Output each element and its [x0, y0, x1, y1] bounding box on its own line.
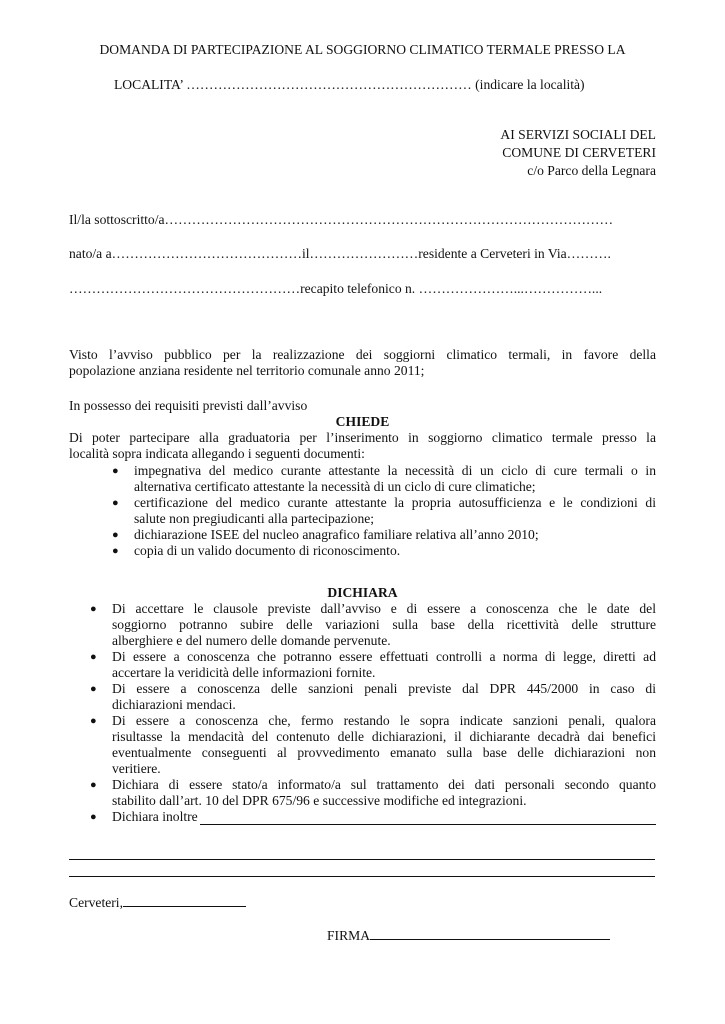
list-item: ● Di essere a conoscenza che potranno essere effettuati controlli a norma di legge, diretti ad accertare la veridicità delle informazioni fornite. [90, 649, 656, 680]
list-item: ● certificazione del medico curante attestante la propria autosufficienza e le condizioni di salute non pregiudicanti alla partecipazione; [112, 495, 656, 526]
signature-block [327, 927, 610, 944]
bullet-icon: ● [90, 715, 97, 727]
bullet-icon: ● [112, 497, 119, 509]
list-item [90, 809, 656, 825]
dichiara-inoltre-label: Dichiara inoltre [112, 809, 198, 824]
visto-line2: popolazione anziana residente nel territorio comunale anno 2011; [69, 363, 425, 378]
bullet-icon: ● [90, 651, 97, 663]
chiede-heading: CHIEDE [335, 414, 390, 429]
list-item: ● Di essere a conoscenza delle sanzioni penali previste dal DPR 445/2000 in caso di dichiarazioni mendaci. [90, 681, 656, 712]
list-item: ● dichiarazione ISEE del nucleo anagrafico familiare relativa all’anno 2010; [112, 527, 539, 542]
visto-line1: Visto l’avviso pubblico per la realizzazione dei soggiorni climatico termali, in favore della [69, 347, 656, 362]
documents-list [112, 463, 656, 559]
list-item: ● Di accettare le clausole previste dall’avviso e di essere a conoscenza che le date del soggiorno potranno subire delle variazioni sulla base della ricettività delle strutture alberghiere e del numero delle domande pervenute. [90, 601, 656, 648]
chiede-text-line2: località sopra indicata allegando i seguenti documenti: [69, 446, 365, 461]
place-date [69, 894, 246, 911]
place-label: Cerveteri, [69, 895, 123, 910]
list-item: ● copia di un valido documento di riconoscimento. [112, 543, 401, 558]
list-item: ● Di essere a conoscenza che, fermo restando le sopra indicate sanzioni penali, qualora risultasse la mendacità del contenuto delle dichiarazioni, il dichiarante decadrà dai benefici eventualmente conseguenti al provvedimento emanato sulla base delle dichiarazioni non veritiere. [90, 713, 656, 776]
applicant-phone-field[interactable]: ……………………………………………recapito telefonico n. …………………...……………... [69, 281, 603, 296]
document-title-line1: DOMANDA DI PARTECIPAZIONE AL SOGGIORNO CLIMATICO TERMALE PRESSO LA [99, 42, 626, 57]
signature-field[interactable] [370, 927, 610, 940]
recipient-line2: COMUNE DI CERVETERI [502, 145, 656, 160]
bullet-icon: ● [112, 545, 119, 557]
requisiti-text: In possesso dei requisiti previsti dall’avviso [69, 398, 308, 413]
applicant-name-field[interactable]: Il/la sottoscritto/a……………………………………………………………………………………… [69, 212, 614, 227]
list-item: ● impegnativa del medico curante attestante la necessità di un ciclo di cure termali o in alternativa certificato attestante la necessità di un ciclo di cure climatiche; [112, 463, 656, 494]
recipient-line3: c/o Parco della Legnara [527, 163, 656, 178]
applicant-birth-residence-field[interactable]: nato/a a……………………………………il……………………residente a Cerveteri in Via………. [69, 246, 611, 261]
dichiara-heading: DICHIARA [327, 585, 398, 600]
bullet-icon: ● [112, 465, 119, 477]
bullet-icon: ● [112, 529, 119, 541]
bullet-icon: ● [90, 603, 97, 615]
blank-line[interactable] [69, 876, 655, 877]
declarations-list [90, 601, 656, 825]
bullet-icon: ● [90, 779, 97, 791]
list-item: ● Dichiara di essere stato/a informato/a sul trattamento dei dati personali secondo quanto stabilito dall’art. 10 del DPR 675/96 e successive modifiche ed integrazioni. [90, 777, 656, 808]
recipient-line1: AI SERVIZI SOCIALI DEL [500, 127, 656, 142]
date-field[interactable] [123, 894, 246, 907]
document-title-line2: LOCALITA’ ……………………………………………………… (indicare la località) [114, 77, 585, 92]
bullet-icon: ● [90, 683, 97, 695]
signature-label: FIRMA [327, 928, 371, 943]
dichiara-inoltre-field[interactable] [200, 812, 656, 825]
chiede-text-line1: Di poter partecipare alla graduatoria per l’inserimento in soggiorno climatico termale presso la [69, 430, 656, 445]
blank-line[interactable] [69, 859, 655, 860]
bullet-icon: ● [90, 811, 97, 823]
